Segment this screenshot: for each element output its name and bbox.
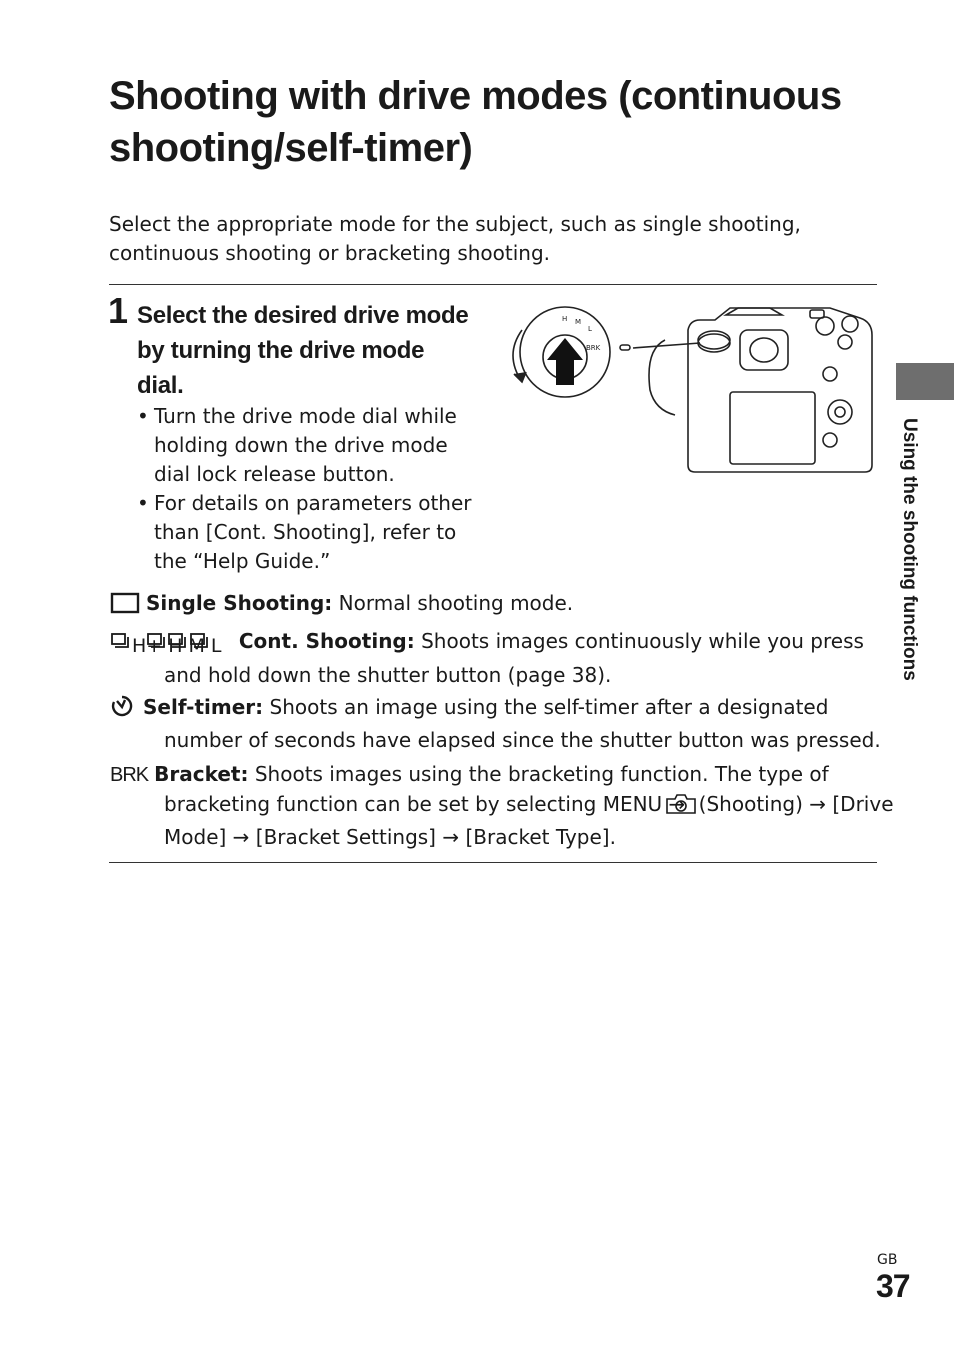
lcd-screen — [730, 392, 815, 464]
bottom-divider — [109, 862, 877, 863]
cont-mid-icon: M — [194, 630, 210, 661]
step-heading: Select the desired drive mode by turning the drive mode dial. — [137, 302, 469, 399]
top-divider — [109, 284, 877, 285]
dial-label-h: H — [562, 315, 568, 323]
bullet-item: • For details on parameters other than [Cont. Shooting], refer to the “Help Guide.” — [137, 489, 477, 576]
step-number: 1 — [108, 290, 129, 331]
mode-single: Single Shooting: Normal shooting mode. — [137, 589, 904, 622]
cont-hi-icon: H — [173, 630, 187, 661]
arrow-icon: → — [442, 825, 460, 849]
arrow-icon: → — [668, 792, 686, 816]
camera-shooting-icon — [692, 793, 697, 823]
cont-lo-icon: L — [216, 630, 227, 661]
camera-dial-illustration — [500, 300, 880, 480]
arrow-icon: → — [809, 792, 827, 816]
single-shooting-icon — [137, 592, 140, 622]
mode-cont: H+ H M L Cont. Shooting: Shoots images continuously while you press and hold down the shutter button (page 38). — [137, 627, 904, 690]
region-code: GB — [877, 1252, 898, 1268]
section-tab-marker — [896, 363, 954, 400]
page-number: 37 — [876, 1268, 910, 1304]
intro-paragraph: Select the appropriate mode for the subject, such as single shooting, continuous shooting or bracketing shooting. — [109, 212, 801, 265]
section-label: Using the shooting functions — [899, 418, 920, 681]
bracket-icon: BRK — [110, 764, 149, 786]
viewfinder-icon — [740, 330, 788, 370]
cont-hi-plus-icon: H+ — [137, 630, 167, 661]
camera-body-icon — [688, 308, 872, 472]
arrow-icon: → — [232, 825, 250, 849]
page-title: Shooting with drive modes (continuous shooting/self-timer) — [109, 74, 842, 170]
mode-self-timer: Self-timer: Shoots an image using the self-timer after a designated number of seconds have elapsed since the shutter button was pressed. — [137, 693, 904, 755]
control-wheel-icon — [828, 400, 852, 424]
dial-label-brk: BRK — [586, 344, 601, 352]
press-arrow-icon — [547, 338, 583, 385]
dial-label-l: L — [588, 325, 592, 333]
dial-label-m: M — [575, 318, 582, 326]
step-bullets — [137, 402, 477, 576]
mode-bracket: BRK Bracket: Shoots images using the bracketing function. The type of bracketing function can be set by selecting MENU → (Shooting) → [Drive Mode] → [Bracket Settings] → [Bracket Type]. — [110, 762, 894, 849]
bullet-item: • Turn the drive mode dial while holding down the drive mode dial lock release button. — [137, 402, 477, 489]
